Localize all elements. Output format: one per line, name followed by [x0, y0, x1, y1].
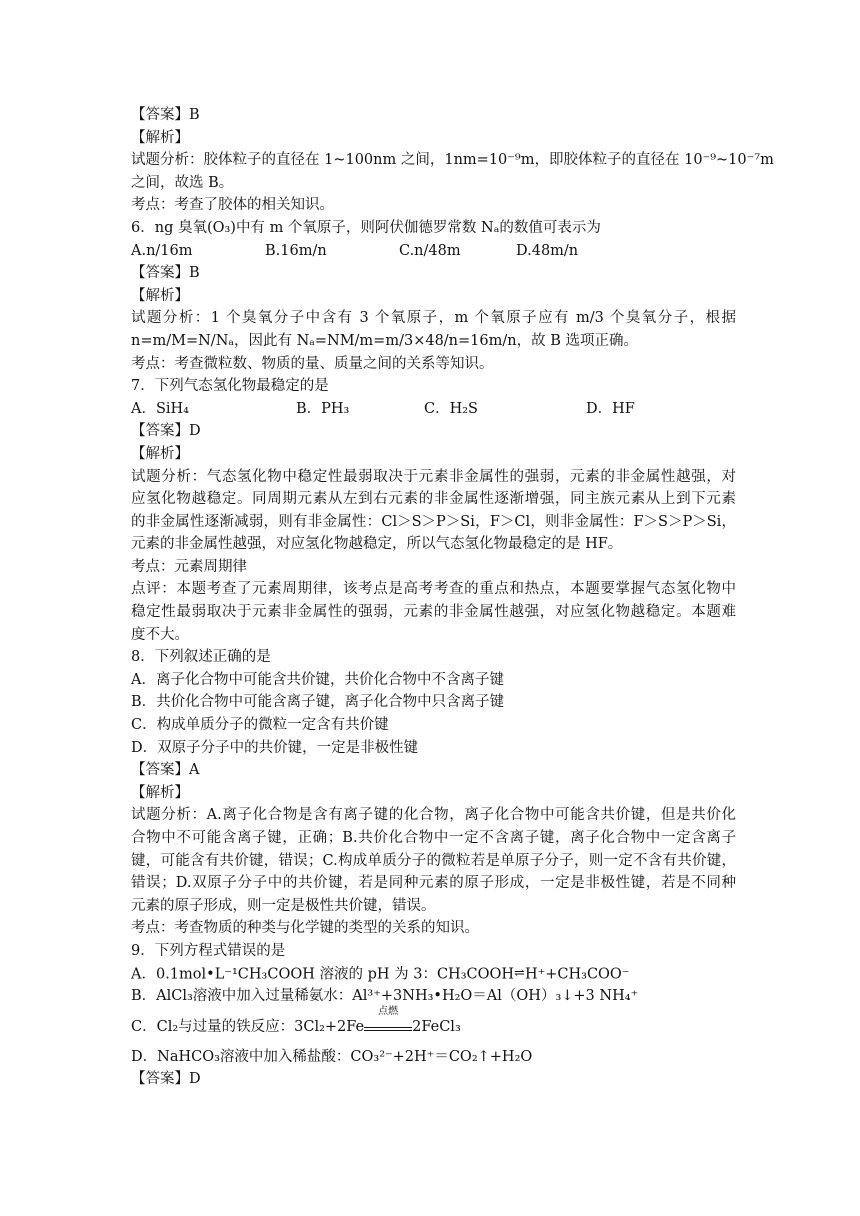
text-line: 错误；D.双原子分子中的共价键，若是同种元素的原子形成，一定是非极性键，若是不同种 — [131, 875, 736, 892]
text-line: 【答案】B — [131, 265, 200, 282]
text-line: 试题分析：气态氢化物中稳定性最弱取决于元素非金属性的强弱，元素的非金属性越强，对 — [131, 468, 736, 485]
text-line: n=m/M=N/Nₐ，因此有 Nₐ=NM/m=m/3×48/n=16m/n，故 B 选项正确。 — [131, 332, 638, 349]
equation-b: B．AlCl₃溶液中加入过量稀氨水：Al³⁺+3NH₃•H₂O＝Al（OH）₃↓+3 NH₄⁺ — [131, 988, 639, 1005]
equilibrium-arrow-icon: ⇌ — [514, 965, 525, 981]
text-line: 【答案】B — [131, 107, 200, 123]
equation-a-lhs: A．0.1mol•L⁻¹CH₃COOH 溶液的 pH 为 3：CH₃COOH — [131, 965, 515, 982]
text-line: 考点：考查了胶体的相关知识。 — [131, 197, 334, 214]
double-line-icon — [364, 1027, 412, 1031]
equation-c-lhs: C．Cl₂与过量的铁反应：3Cl₂+2Fe — [131, 1018, 365, 1035]
option: B．PH₃ — [296, 400, 350, 417]
option: C．H₂S — [424, 400, 478, 417]
option: C.n/48m — [399, 242, 461, 259]
text-line: 应氢化物越稳定。同周期元素从左到右元素的非金属性逐渐增强，同主族元素从上到下元素 — [131, 491, 736, 508]
text-line: C．构成单质分子的微粒一定含有共价键 — [131, 717, 389, 734]
document-body — [131, 104, 774, 1091]
equation-a-rhs: H⁺+CH₃COO⁻ — [524, 965, 630, 982]
text-line: 试题分析：胶体粒子的直径在 1~100nm 之间，1nm=10⁻⁹m，即胶体粒子的直径在 10⁻⁹~10⁻⁷m — [131, 152, 774, 169]
text-line: 稳定性最弱取决于元素非金属性的强弱，元素的非金属性越强，对应氢化物越稳定。本题难 — [131, 604, 736, 621]
text-line: 【解析】 — [131, 129, 189, 146]
option: A.n/16m — [131, 242, 193, 259]
text-line: A．离子化合物中可能含共价键，共价化合物中不含离子键 — [131, 671, 504, 688]
text-line: 试题分析：A.离子化合物是含有离子键的化合物，离子化合物中可能含共价键，但是共价化 — [131, 807, 736, 824]
text-line: 考点：元素周期律 — [131, 558, 247, 575]
text-line: 键，可能含有共价键，错误；C.构成单质分子的微粒若是单原子分子，则一定不含有共价键， — [131, 852, 736, 869]
text-line: 【解析】 — [131, 445, 189, 462]
options-row — [131, 240, 736, 263]
text-line: 试题分析：1 个臭氧分子中含有 3 个氧原子，m 个氧原子应有 m/3 个臭氧分子，根据 — [131, 310, 736, 327]
options-row — [131, 398, 736, 421]
text-lines — [131, 104, 774, 963]
text-line: 点评：本题考查了元素周期律，该考点是高考考查的重点和热点，本题要掌握气态氢化物中 — [131, 581, 736, 598]
text-line: 元素的原子形成，则一定是极性共价键，错误。 — [131, 897, 436, 914]
text-line: 6．ng 臭氧(O₃)中有 m 个氧原子，则阿伏伽德罗常数 Nₐ的数值可表示为 — [131, 219, 601, 236]
text-line: 考点：考查微粒数、物质的量、质量之间的关系等知识。 — [131, 355, 494, 372]
reaction-condition-arrow — [364, 1005, 412, 1031]
equation-c — [131, 1005, 736, 1040]
text-line: 的非金属性逐渐减弱，则有非金属性：Cl＞S＞P＞Si，F＞Cl，则非金属性：F＞S＞P＞Si， — [131, 513, 736, 530]
text-line: 合物中不可能含离子键，正确；B.共价化合物中一定不含离子键，离子化合物中一定含离子 — [131, 830, 736, 846]
text-line: 【答案】D — [131, 423, 201, 440]
equation-d: D．NaHCO₃溶液中加入稀盐酸：CO₃²⁻+2H⁺＝CO₂↑+H₂O — [131, 1048, 533, 1065]
equation-a — [131, 963, 736, 986]
text-line: 度不大。 — [131, 626, 189, 643]
text-line: 9．下列方程式错误的是 — [131, 942, 286, 959]
text-line: 8．下列叙述正确的是 — [131, 649, 271, 666]
text-line: 7．下列气态氢化物最稳定的是 — [131, 378, 329, 395]
option: D．HF — [586, 400, 635, 417]
text-line: 【解析】 — [131, 784, 189, 801]
answer-label: 【答案】D — [131, 1071, 201, 1088]
text-line: D．双原子分子中的共价键，一定是非极性键 — [131, 739, 419, 756]
text-line: 【解析】 — [131, 287, 189, 304]
text-line: 之间，故选 B。 — [131, 174, 234, 191]
option: B.16m/n — [265, 242, 327, 259]
text-line: 【答案】A — [131, 762, 200, 779]
text-line: 元素的非金属性越强，对应氢化物越稳定，所以气态氢化物最稳定的是 HF。 — [131, 536, 623, 553]
option: A．SiH₄ — [131, 400, 189, 417]
text-line: 考点：考查物质的种类与化学键的类型的关系的知识。 — [131, 920, 479, 937]
reaction-condition-label: 点燃 — [378, 1005, 399, 1017]
option: D.48m/n — [516, 242, 579, 259]
text-line: B．共价化合物中可能含离子键，离子化合物中只含离子键 — [131, 694, 505, 711]
equation-c-rhs: 2FeCl₃ — [412, 1018, 461, 1035]
